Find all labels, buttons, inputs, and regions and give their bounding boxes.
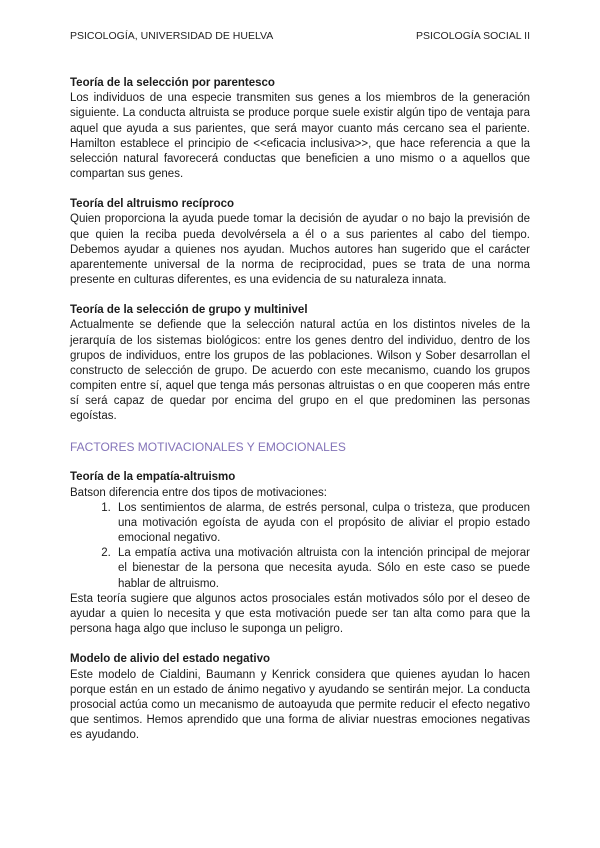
- list-intro: Batson diferencia entre dos tipos de motivaciones:: [70, 486, 327, 499]
- section-heading: Teoría de la empatía-altruismo: [70, 471, 236, 484]
- section-heading: Teoría de la selección de grupo y multinivel: [70, 304, 308, 317]
- paragraph: Actualmente se defiende que la selección natural actúa en los distintos niveles de la jerarquía de los sistemas biológicos: entre los genes dentro del individuo, dentro de los grupos de individuos, entre los grupos de las poblaciones. Wilson y Sober desarrollan el constructo de selección de grupo. De acuerdo con este mecanismo, cuando los grupos compiten entre sí, aquel que tenga más personas altruistas o en que cooperen más entre sí será capaz de quedar por encima del grupo en el que predominen las personas egoístas.: [70, 319, 530, 423]
- document-content: [70, 76, 530, 743]
- paragraph: Este modelo de Cialdini, Baumann y Kenrick considera que quienes ayudan lo hacen porque están en un estado de ánimo negativo y ayudando se sentirán mejor. La conducta prosocial actúa como un mecanismo de autoayuda que permite reducir el efecto negativo que sentimos. Hemos aprendido que una forma de aliviar nuestras emociones negativas es ayudando.: [70, 668, 530, 742]
- motivations-ordered-list: [70, 501, 530, 592]
- list-item: 1. Los sentimientos de alarma, de estrés personal, culpa o tristeza, que producen una motivación egoísta de ayuda con el propósito de aliviar el propio estado emocional negativo.: [114, 501, 530, 547]
- section-alivio: [70, 652, 530, 743]
- header-right-text: PSICOLOGÍA SOCIAL II: [416, 30, 530, 42]
- header-left-text: PSICOLOGÍA, UNIVERSIDAD DE HUELVA: [70, 30, 274, 42]
- factores-colored-heading: FACTORES MOTIVACIONALES Y EMOCIONALES: [70, 439, 346, 454]
- list-item: 2. La empatía activa una motivación altruista con la intención principal de mejorar el bienestar de la persona que necesita ayuda. Sólo en este caso se puede hablar de altruismo.: [114, 546, 530, 592]
- paragraph: Esta teoría sugiere que algunos actos prosociales están motivados sólo por el deseo de ayudar a quien lo necesita y que esta motivación puede ser tan alta como para que la persona haga algo que incluso le suponga un peligro.: [70, 592, 530, 636]
- section-parentesco: [70, 76, 530, 182]
- section-empatia: [70, 470, 530, 637]
- section-heading: Modelo de alivio del estado negativo: [70, 653, 271, 666]
- section-heading: Teoría de la selección por parentesco: [70, 77, 275, 89]
- section-reciproco: [70, 197, 530, 288]
- section-heading: Teoría del altruismo recíproco: [70, 198, 235, 211]
- paragraph: Los individuos de una especie transmiten sus genes a los miembros de la generación siguiente. La conducta altruista se produce porque suele existir algún tipo de ventaja para aquel que ayuda a sus parientes, que será mayor cuanto más cercano sea el pariente. Hamilton establece el principio de <<eficacia inclusiva>>, que hace referencia a que la selección natural favorecerá conductas que beneficien a uno mismo o a aquellos que compartan sus genes.: [70, 92, 530, 181]
- section-multinivel: [70, 303, 530, 424]
- paragraph: Quien proporciona la ayuda puede tomar la decisión de ayudar o no bajo la previsión de que quien la reciba pueda devolvérsela a él o a sus parientes al cabo del tiempo. Debemos ayudar a quienes nos ayudan. Muchos autores han sugerido que el carácter aparentemente universal de la norma de reciprocidad, pues se trata de una norma presente en culturas diferentes, es una evidencia de su naturaleza innata.: [70, 213, 530, 287]
- page-header: [70, 30, 530, 42]
